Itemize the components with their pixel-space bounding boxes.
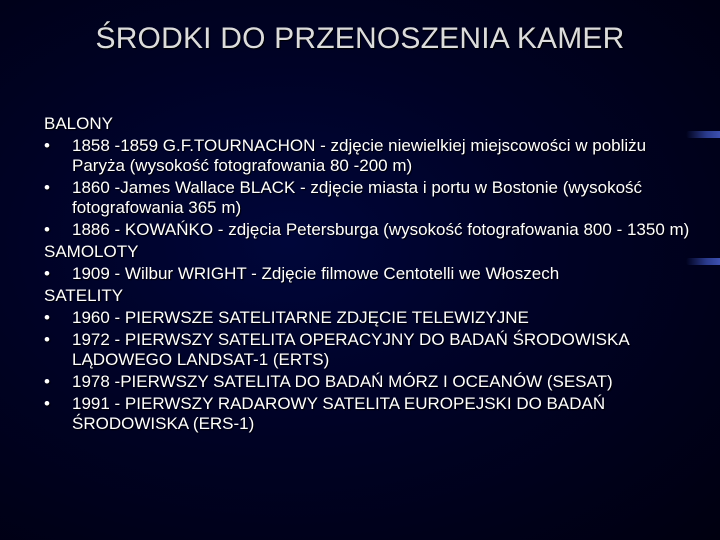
slide-content: [44, 114, 694, 436]
list-item-text: 1909 - Wilbur WRIGHT - Zdjęcie filmowe Centotelli we Włoszech: [72, 264, 560, 283]
list-item: [44, 372, 694, 392]
list-item-text: 1860 -James Wallace BLACK - zdjęcie miasta i portu w Bostonie (wysokość fotografowania 365 m): [72, 178, 643, 217]
list-item-text: 1886 - KOWAŃKO - zdjęcia Petersburga (wysokość fotografowania 800 - 1350 m): [72, 220, 690, 239]
section-heading-samoloty: SAMOLOTY: [44, 242, 139, 261]
list-item: [44, 264, 694, 284]
list-item-text: 1960 - PIERWSZE SATELITARNE ZDJĘCIE TELEWIZYJNE: [72, 308, 529, 327]
bullet-icon: •: [44, 136, 50, 155]
bullet-icon: •: [44, 394, 50, 413]
bullet-icon: •: [44, 308, 50, 327]
list-item: [44, 136, 694, 176]
list-item-text: 1991 - PIERWSZY RADAROWY SATELITA EUROPEJSKI DO BADAŃ ŚRODOWISKA (ERS-1): [72, 394, 606, 433]
bullet-list-balony: [44, 136, 694, 240]
list-item: [44, 178, 694, 218]
slide-title: ŚRODKI DO PRZENOSZENIA KAMER: [95, 22, 625, 55]
section-heading-satelity: SATELITY: [44, 286, 124, 305]
list-item: [44, 308, 694, 328]
bullet-icon: •: [44, 220, 50, 239]
bullet-icon: •: [44, 264, 50, 283]
list-item: [44, 394, 694, 434]
bullet-icon: •: [44, 178, 50, 197]
bullet-icon: •: [44, 372, 50, 391]
section-heading-balony: BALONY: [44, 114, 113, 133]
list-item-text: 1858 -1859 G.F.TOURNACHON - zdjęcie niewielkiej miejscowości w pobliżu Paryża (wysokość fotografowania 80 -200 m): [72, 136, 647, 175]
list-item-text: 1972 - PIERWSZY SATELITA OPERACYJNY DO BADAŃ ŚRODOWISKA LĄDOWEGO LANDSAT-1 (ERTS): [72, 330, 629, 369]
bullet-list-satelity: [44, 308, 694, 434]
bullet-list-samoloty: [44, 264, 694, 284]
list-item-text: 1978 -PIERWSZY SATELITA DO BADAŃ MÓRZ I OCEANÓW (SESAT): [72, 372, 613, 391]
list-item: [44, 330, 694, 370]
list-item: [44, 220, 694, 240]
bullet-icon: •: [44, 330, 50, 349]
